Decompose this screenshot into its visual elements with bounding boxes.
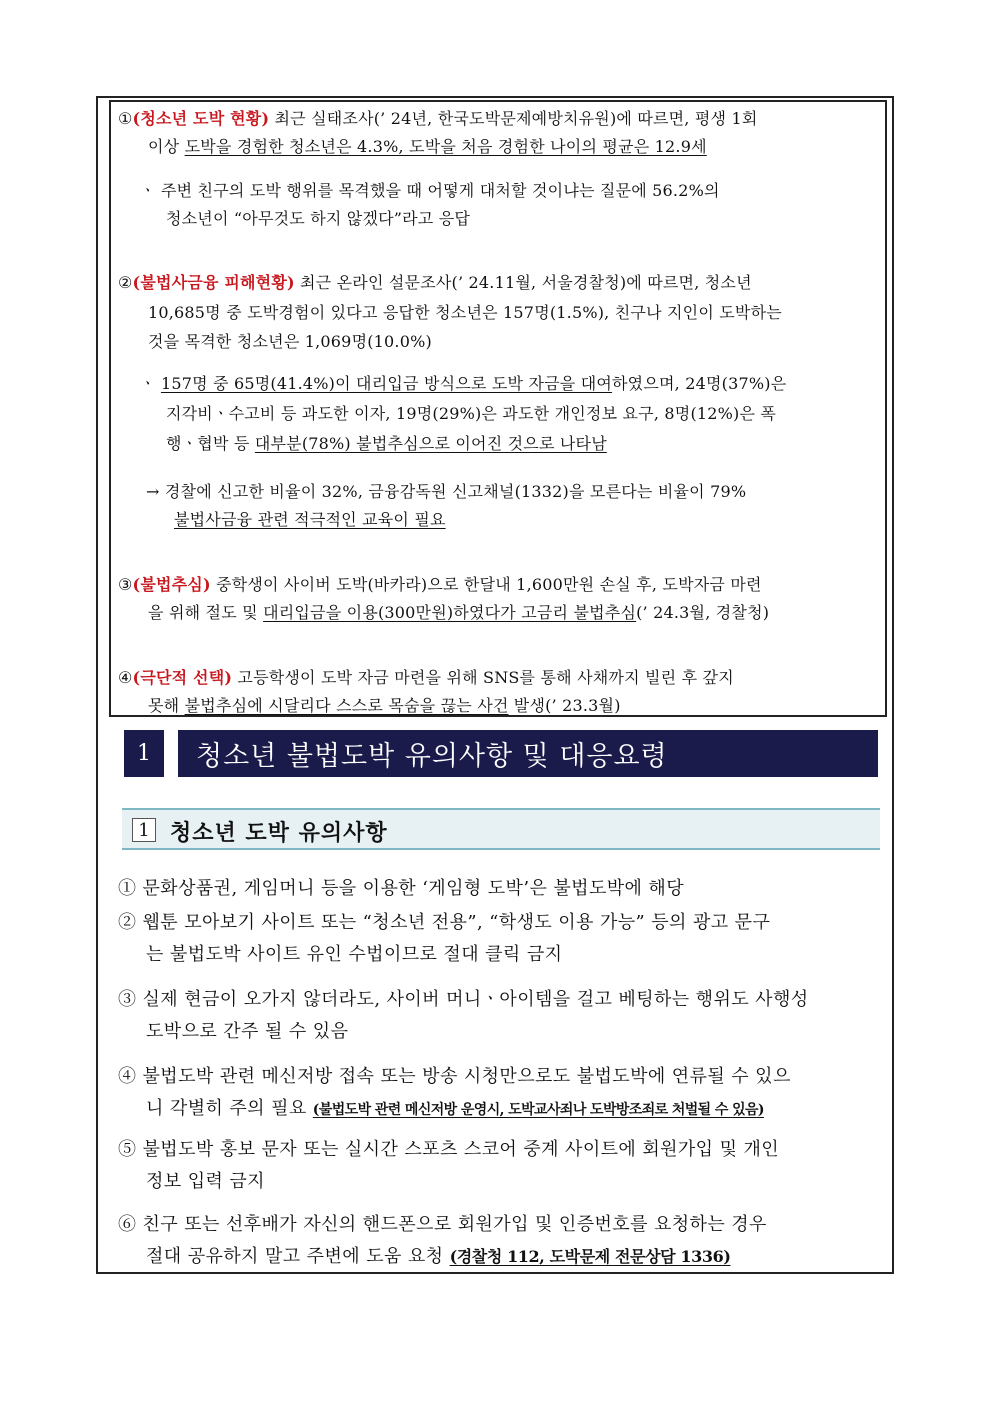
note-4-line-1: ④ 불법도박 관련 메신저방 접속 또는 방송 시청만으로도 불법도박에 연류될 수 있으	[118, 1066, 791, 1087]
case-item-2-bullet-3	[166, 433, 607, 455]
note-text: 니 각별히 주의 필요	[146, 1098, 313, 1119]
case-item-2-arrow-1: → 경찰에 신고한 비율이 32%, 금융감독원 신고채널(1332)을 모른다는 비율이 79%	[146, 482, 747, 501]
case-text: 행ㆍ협박 등	[166, 434, 255, 453]
case-item-2-bullet-2: 지각비ㆍ수고비 등 과도한 이자, 19명(29%)은 과도한 개인정보 요구, 8명(12%)은 폭	[166, 404, 777, 423]
case-text: 이상	[148, 137, 185, 156]
case-tag: (불법사금융 피해현황)	[132, 273, 295, 292]
note-2-line-2: 는 불법도박 사이트 유인 수법이므로 절대 클릭 금지	[146, 944, 563, 965]
case-item-1-bullet-2: 청소년이 “아무것도 하지 않겠다”라고 응답	[166, 209, 471, 228]
case-item-2-line-2: 10,685명 중 도박경험이 있다고 응답한 청소년은 157명(1.5%), 친구나 지인이 도박하는	[148, 303, 782, 322]
case-tag: (청소년 도박 현황)	[132, 109, 270, 128]
case-underlined-text: 도박을 경험한 청소년은 4.3%, 도박을 처음 경험한 나이의 평균은 12.9세	[184, 137, 707, 156]
case-underlined-text: 불법추심에 시달리다 스스로 목숨을 끊는 사건	[184, 696, 509, 715]
case-tag: (불법추심)	[132, 575, 211, 594]
note-5-line-2: 정보 입력 금지	[146, 1171, 265, 1192]
case-item-3-line-1	[118, 574, 762, 596]
case-item-1-line-1	[118, 108, 758, 130]
case-text: 하였으며, 24명(37%)은	[612, 374, 787, 393]
note-2-line-1: ② 웹툰 모아보기 사이트 또는 “청소년 전용”, “학생도 이용 가능” 등의 광고 문구	[118, 912, 771, 933]
note-6-line-2	[146, 1244, 731, 1270]
case-item-1-line-2	[148, 136, 707, 158]
note-6-line-1: ⑥ 친구 또는 선후배가 자신의 핸드폰으로 회원가입 및 인증번호를 요청하는 경우	[118, 1214, 767, 1235]
subsection-header	[122, 808, 880, 850]
case-item-2-arrow-2	[174, 509, 446, 531]
case-item-2-line-1	[118, 272, 752, 294]
case-item-1-bullet-1: ㆍ 주변 친구의 도박 행위를 목격했을 때 어떻게 대처할 것이냐는 질문에 56.2%의	[140, 181, 720, 200]
case-underlined-text: 대부분(78%) 불법추심으로 이어진 것으로 나타남	[254, 434, 607, 453]
item-number: ④	[118, 668, 133, 687]
note-text: 절대 공유하지 말고 주변에 도움 요청	[146, 1246, 450, 1267]
subsection-number: 1	[132, 818, 156, 842]
case-item-2-line-3: 것을 목격한 청소년은 1,069명(10.0%)	[148, 332, 432, 351]
case-underlined-text: 불법사금융 관련 적극적인 교육이 필요	[174, 510, 446, 529]
note-5-line-1: ⑤ 불법도박 홍보 문자 또는 실시간 스포츠 스코어 중계 사이트에 회원가입 및 개인	[118, 1139, 780, 1160]
bullet-dot: ㆍ	[140, 374, 161, 393]
note-3-line-1: ③ 실제 현금이 오가지 않더라도, 사이버 머니ㆍ아이템을 걸고 베팅하는 행위도 사행성	[118, 989, 809, 1010]
case-underlined-text: 대리입금을 이용(300만원)하였다가 고금리 불법추심	[263, 603, 637, 622]
note-warning: (불법도박 관련 메신저방 운영시, 도박교사죄나 도박방조죄로 처벌될 수 있음)	[312, 1102, 764, 1118]
case-text: 중학생이 사이버 도박(바카라)으로 한달내 1,600만원 손실 후, 도박자금 마련	[210, 575, 762, 594]
case-text: 발생(’ 23.3월)	[508, 696, 621, 715]
item-number: ②	[118, 273, 133, 292]
note-4-line-2	[146, 1096, 764, 1123]
case-item-2-bullet-1	[140, 373, 786, 395]
section-number: 1	[124, 730, 164, 777]
contact-info: (경찰청 112, 도박문제 전문상담 1336)	[449, 1247, 731, 1266]
item-number: ①	[118, 109, 133, 128]
case-text: (’ 24.3월, 경찰청)	[636, 603, 770, 622]
case-item-4-line-1	[118, 667, 734, 689]
case-item-4-line-2	[148, 695, 621, 717]
case-tag: (극단적 선택)	[132, 668, 233, 687]
case-text: 고등학생이 도박 자금 마련을 위해 SNS를 통해 사채까지 빌린 후 갚지	[232, 668, 734, 687]
note-1: ① 문화상품권, 게임머니 등을 이용한 ‘게임형 도박’은 불법도박에 해당	[118, 878, 685, 899]
case-text: 못해	[148, 696, 185, 715]
section-title: 청소년 불법도박 유의사항 및 대응요령	[178, 730, 878, 777]
case-text: 최근 온라인 설문조사(’ 24.11월, 서울경찰청)에 따르면, 청소년	[294, 273, 752, 292]
case-text: 최근 실태조사(’ 24년, 한국도박문제예방치유원)에 따르면, 평생 1회	[269, 109, 758, 128]
case-underlined-text: 157명 중 65명(41.4%)이 대리입금 방식으로 도박 자금을 대여	[160, 374, 613, 393]
item-number: ③	[118, 575, 133, 594]
note-3-line-2: 도박으로 간주 될 수 있음	[146, 1021, 349, 1042]
case-text: 을 위해 절도 및	[148, 603, 264, 622]
subsection-title: 청소년 도박 유의사항	[170, 820, 388, 846]
case-item-3-line-2	[148, 602, 769, 624]
